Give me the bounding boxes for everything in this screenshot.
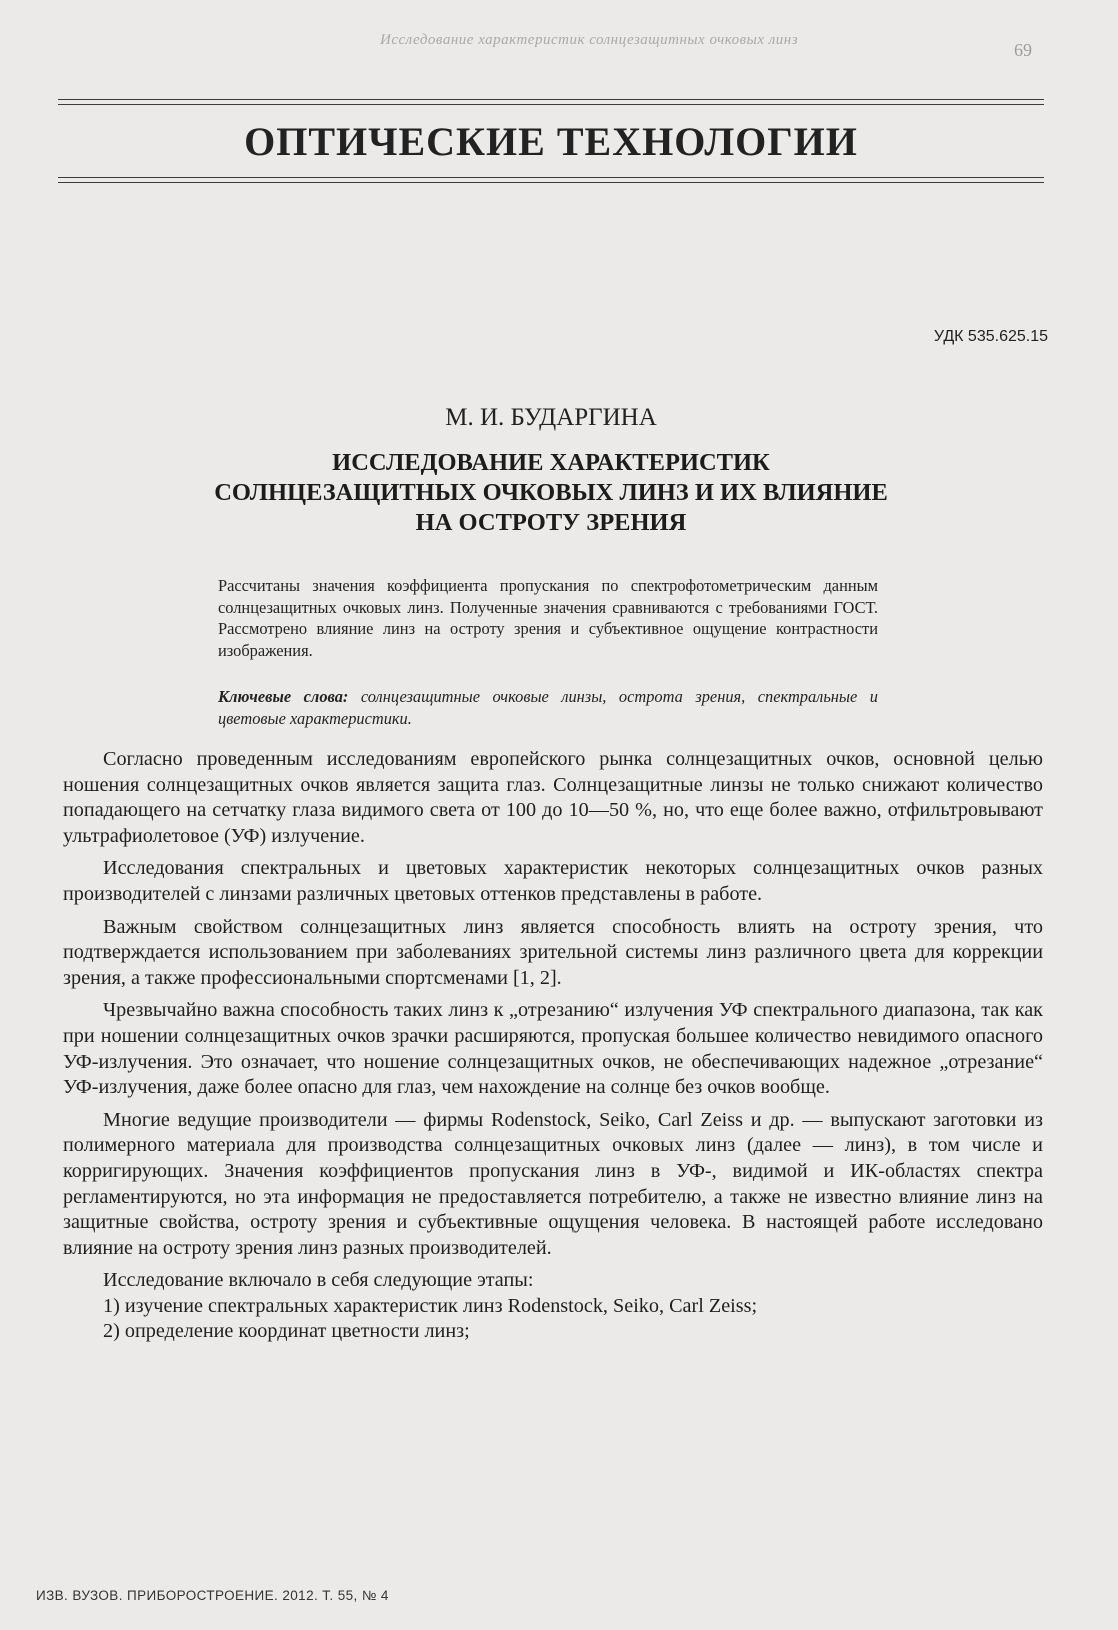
list-item: 2) определение координат цветности линз; xyxy=(103,1320,470,1343)
section-rule-2 xyxy=(58,182,1044,183)
keywords-label: Ключевые слова: xyxy=(218,687,349,706)
abstract: Рассчитаны значения коэффициента пропускания по спектрофотометрическим данным солнцезащитных очковых линз. Полученные значения сравниваются с требованиями ГОСТ. Рассмотрено влияние линз на остроту зрения и субъективное ощущение контрастности изображения. xyxy=(218,576,878,660)
section-rule-1 xyxy=(58,177,1044,178)
body-paragraph: Исследования спектральных и цветовых характеристик некоторых солнцезащитных очков разных производителей с линзами различных цветовых оттенков представлены в работе. xyxy=(63,857,1043,905)
keywords-text: солнцезащитные очковые линзы, острота зрения, спектральные и цветовые характеристики. xyxy=(218,687,878,728)
bleed-through-page-number: 69 xyxy=(1014,40,1032,60)
section-title: ОПТИЧЕСКИЕ ТЕХНОЛОГИИ xyxy=(244,119,858,164)
top-rule-2 xyxy=(58,104,1044,105)
udk-code: УДК 535.625.15 xyxy=(933,328,1048,345)
journal-footer: ИЗВ. ВУЗОВ. ПРИБОРОСТРОЕНИЕ. 2012. Т. 55, № 4 xyxy=(36,1588,389,1603)
bleed-through-running-title: Исследование характеристик солнцезащитных очковых линз xyxy=(380,32,799,48)
author-name: М. И. БУДАРГИНА xyxy=(445,404,657,431)
body-paragraph: Важным свойством солнцезащитных линз является способность влиять на остроту зрения, что подтверждается использованием при заболеваниях зрительной системы линз различного цвета для коррекции зрения, а также профессиональными спортсменами [1, 2]. xyxy=(63,915,1043,989)
article-body xyxy=(63,747,1043,1345)
body-paragraph: Исследование включало в себя следующие этапы: xyxy=(103,1269,534,1292)
keywords xyxy=(218,686,878,729)
body-paragraph: Многие ведущие производители — фирмы Rodenstock, Seiko, Carl Zeiss и др. — выпускают заготовки из полимерного материала для производства солнцезащитных очковых линз (далее — линз), в том числе и корригирующих. Значения коэффициентов пропускания линз в УФ-, видимой и ИК-областях спектра регламентируются, но эта информация не предоставляется потребителю, а также не известно влияние линз на защитные свойства, остроту зрения и субъективные ощущения человека. В настоящей работе исследовано влияние на остроту зрения линз разных производителей. xyxy=(63,1108,1043,1259)
article-title-line: ИССЛЕДОВАНИЕ ХАРАКТЕРИСТИК xyxy=(332,449,770,476)
list-item: 1) изучение спектральных характеристик линз Rodenstock, Seiko, Carl Zeiss; xyxy=(103,1294,758,1317)
article-title-line: НА ОСТРОТУ ЗРЕНИЯ xyxy=(415,509,687,536)
body-paragraph: Согласно проведенным исследованиям европейского рынка солнцезащитных очков, основной целью ношения солнцезащитных очков является защита глаз. Солнцезащитные линзы не только снижают количество попадающего на сетчатку глаза видимого света от 100 до 10—50 %, но, что еще более важно, отфильтровывают ультрафиолетовое (УФ) излучение. xyxy=(63,748,1043,847)
body-paragraph: Чрезвычайно важна способность таких линз к „отрезанию“ излучения УФ спектрального диапазона, так как при ношении солнцезащитных очков зрачки расширяются, пропуская большее количество невидимого опасного УФ-излучения. Это означает, что ношение солнцезащитных очков, не обеспечивающих надежное „отрезание“ УФ-излучения, даже более опасно для глаз, чем нахождение на солнце без очков вообще. xyxy=(63,999,1043,1099)
top-rule-1 xyxy=(58,99,1044,100)
article-title xyxy=(120,448,982,538)
article-title-line: СОЛНЦЕЗАЩИТНЫХ ОЧКОВЫХ ЛИНЗ И ИХ ВЛИЯНИЕ xyxy=(214,479,888,506)
